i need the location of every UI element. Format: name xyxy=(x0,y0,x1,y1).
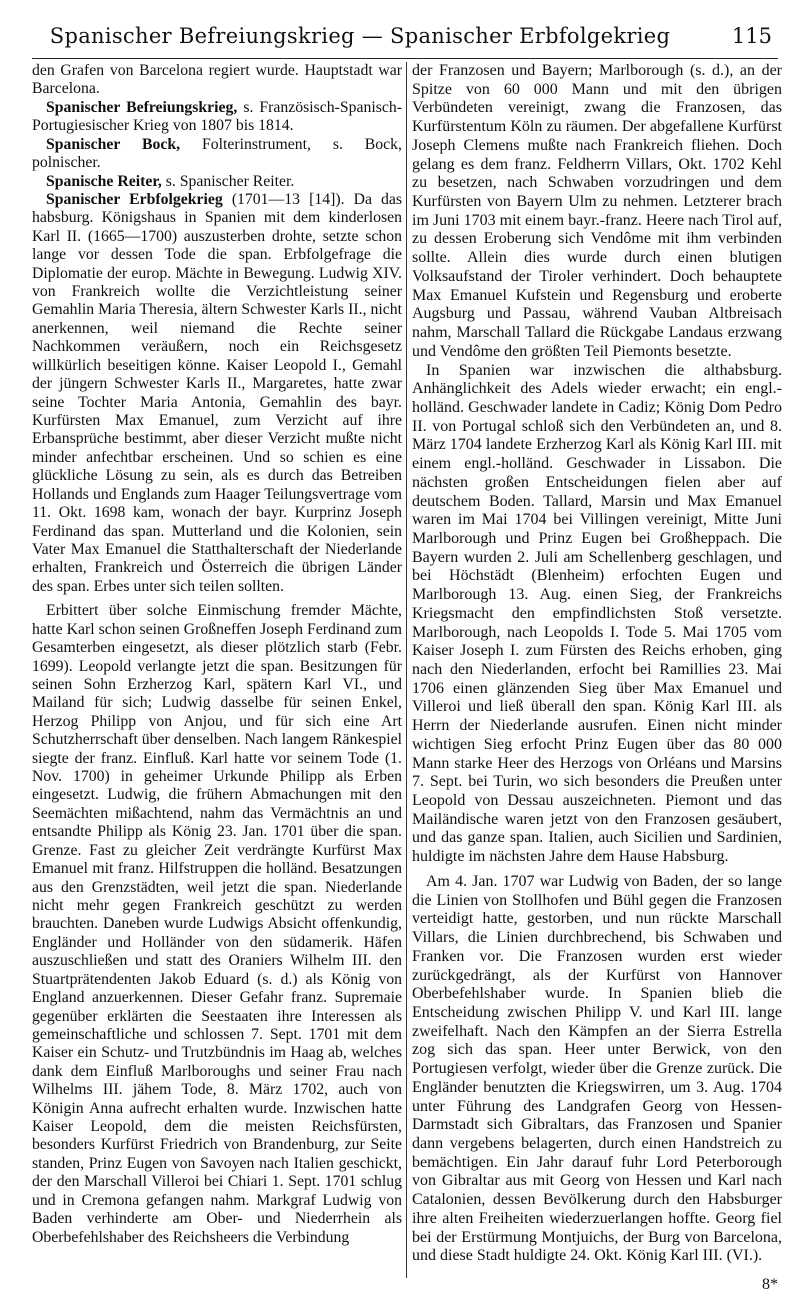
header-rule xyxy=(32,58,778,59)
paragraph: der Franzosen und Bayern; Marlborough (s. d.), an der Spitze von 60 000 Mann und mit den übrigen Verbündeten vereinigt, zwang die Franzosen, das Kurfürstentum Köln zu räumen. Der abgefallene Kurfürst Joseph Clemens mußte nach Frankreich fliehen. Doch gelang es dem franz. Feldherrn Villars, Okt. 1702 Kehl zu besetzen, nach Schwaben vorzudringen und dem Kurfürsten von Bayern Ulm zu nehmen. Letzterer brach im Juni 1703 mit einem bayr.-franz. Heere nach Tirol auf, zu dessen Eroberung sich Vendôme mit ihm verbinden sollte. Allein dies wurde durch einen blutigen Volksaufstand der Tiroler verhindert. Doch behauptete Max Emanuel Kufstein und Regensburg und eroberte Augsburg und Passau, während Vauban Altbreisach nahm, Marschall Tallard die Rückgabe Landaus erzwang und Vendôme den größten Teil Piemonts besetzte. xyxy=(412,62,782,360)
running-head: Spanischer Befreiungskrieg — Spanischer Erbfolgekrieg xyxy=(49,24,671,48)
left-column xyxy=(32,62,402,1278)
entry-text: s. Französisch-Spanisch-Portugiesischer Krieg von 1807 bis 1814. xyxy=(32,98,402,135)
entry-lemma: Spanischer Erbfolgekrieg xyxy=(46,190,223,208)
entry-text: s. Spanischer Reiter. xyxy=(161,172,295,190)
paragraph: den Grafen von Barcelona regiert wurde. Hauptstadt war Barcelona. xyxy=(32,62,402,98)
entry-bock xyxy=(32,136,402,173)
entry-erbfolgekrieg xyxy=(32,191,402,596)
entry-befreiungskrieg xyxy=(32,99,402,136)
entry-lemma: Spanischer Befreiungskrieg, xyxy=(46,98,238,116)
paragraph: Am 4. Jan. 1707 war Ludwig von Baden, der so lange die Linien von Stollhofen und Bühl gegen die Franzosen verteidigt hatte, gestorben, und nun rückte Marschall Villars, die Linien durchbrechend, bis Schwaben und Franken vor. Die Franzosen wurden erst wieder zurückgedrängt, als der Kurfürst von Hannover Oberbefehlshaber wurde. In Spanien blieb die Entscheidung zwischen Philipp V. und Karl III. lange zweifelhaft. Nach den Kämpfen an der Sierra Estrella zog sich das span. Heer unter Berwick, von den Portugiesen verfolgt, wieder über die Grenze zurück. Die Engländer benutzten die Kriegswirren, um 3. Aug. 1704 unter Führung des Landgrafen Georg von Hessen-Darmstadt sich Gibraltars, das Franzosen und Spanier dann vergebens belagerten, durch einen Handstreich zu bemächtigen. Ein Jahr darauf fuhr Lord Peterborough von Gibraltar aus mit Georg von Hessen und Karl nach Catalonien, dessen Bevölkerung durch den Habsburger ihre alten Freiheiten wiederzuerlangen hoffte. Georg fiel bei der Erstürmung Montjuichs, der Burg von Barcelona, und diese Stadt huldigte 24. Okt. König Karl III. (VI.). xyxy=(412,872,782,1265)
paragraph: In Spanien war inzwischen die althabsburg. Anhänglichkeit des Adels wieder erwacht; ein engl.-holländ. Geschwader landete in Cadiz; König Dom Pedro II. von Portugal schloß sich den Verbündeten an, und 8. März 1704 landete Erzherzog Karl als König Karl III. mit einem engl.-holländ. Geschwader in Lissabon. Die nächsten großen Entscheidungen fielen aber auf deutschem Boden. Tallard, Marsin und Max Emanuel waren im Mai 1704 bei Villingen vereinigt, Mitte Juni Marlborough und Prinz Eugen bei Großheppach. Die Bayern wurden 2. Juli am Schellenberg geschlagen, und bei Höchstädt (Blenheim) erfochten Eugen und Marlborough 13. Aug. einen Sieg, der Frankreichs Kriegsmacht den empfindlichsten Stoß versetzte. Marlborough, nach Leopolds I. Tode 5. Mai 1705 vom Kaiser Joseph I. zum Fürsten des Reichs erhoben, ging nach den Niederlanden, erfocht bei Ramillies 23. Mai 1706 einen glänzenden Sieg über Max Emanuel und Villeroi und ließ überall den span. König Karl III. als Herrn der Niederlande ausrufen. Einen nicht minder wichtigen Sieg erfocht Prinz Eugen über das 80 000 Mann starke Heer des Herzogs von Orléans und Marsins 7. Sept. bei Turin, wo sich besonders die Preußen unter Leopold von Dessau auszeichneten. Piemont und das Mailändische waren jetzt von den Franzosen gesäubert, und das ganze span. Italien, auch Sicilien und Sardinien, huldigte im nächsten Jahre dem Hause Habsburg. xyxy=(412,361,782,866)
entry-lemma: Spanischer Bock, xyxy=(46,135,181,153)
entry-reiter xyxy=(32,173,402,191)
entry-text: (1701—13 [14]). Da das habsburg. Königshaus in Spanien mit dem kinderlosen Karl II. (1665—1700) auszusterben drohte, setzte schon lange vor dessen Tode die span. Erbfolgefrage die Diplomatie der europ. Mächte in Bewegung. Ludwig XIV. von Frankreich wollte die Verzichtleistung seiner Gemahlin Maria Theresia, ältern Schwester Karls II., nicht anerkennen, weil niemand die Rechte seiner Nachkommen veräußern, noch ein Reichsgesetz willkürlich beseitigen könne. Kaiser Leopold I., Gemahl der jüngern Schwester Karls II., Margaretes, hatte zwar seine Tochter Maria Antonia, Gemahlin des bayr. Kurfürsten Max Emanuel, zum Verzicht auf ihre Erbansprüche bestimmt, aber dieser Verzicht mußte nicht minder anfechtbar erscheinen. Und so schien es eine glückliche Lösung zu sein, als es durch das Betreiben Hollands und Englands zum Haager Teilungsvertrage vom 11. Okt. 1698 kam, wonach der bayr. Kurprinz Joseph Ferdinand das span. Mutterland und die Kolonien, sein Vater Max Emanuel die Statthalterschaft der Niederlande erhalten, Frankreich und Österreich die übrigen Länder des span. Erbes unter sich teilen sollten. xyxy=(32,190,402,595)
entry-text: Folterinstrument, s. Bock, polnischer. xyxy=(32,135,402,172)
entry-lemma: Spanische Reiter, xyxy=(46,172,162,190)
right-column xyxy=(412,62,782,1278)
printer-signature: 8* xyxy=(762,1276,778,1293)
text-columns xyxy=(32,62,782,1278)
paragraph: Erbittert über solche Einmischung fremder Mächte, hatte Karl schon seinen Großneffen Joseph Ferdinand zum Gesamterben eingesetzt, als dieser plötzlich starb (Febr. 1699). Leopold verlangte jetzt die span. Besitzungen für seinen Sohn Erzherzog Karl, spätern Karl VI., und Mailand für sich; Ludwig dasselbe für seinen Enkel, Herzog Philipp von Anjou, und für sich eine Art Schutzherrschaft über denselben. Nach langem Ränkespiel siegte der franz. Einfluß. Karl hatte vor seinem Tode (1. Nov. 1700) in geheimer Urkunde Philipp als Erben eingesetzt. Ludwig, die frühern Abmachungen mit den Seemächten mißachtend, nahm das Vermächtnis an und entsandte Philipp als König 23. Jan. 1701 über die span. Grenze. Fast zu gleicher Zeit verdrängte Kurfürst Max Emanuel mit franz. Hilfstruppen die holländ. Besatzungen aus den Grenzstädten, weil jetzt die span. Niederlande nicht mehr gegen Frankreich geschützt zu werden brauchten. Daneben wurde Ludwigs Absicht offenkundig, Engländer und Holländer von den südamerik. Häfen auszuschließen und statt des Oraniers Wilhelm III. den Stuartprätendenten Jakob Eduard (s. d.) als König von England anzuerkennen. Dieser Gefahr franz. Supremaie gegenüber erklärten die Seestaaten ihre Interessen als gemeinschaftliche und schlossen 7. Sept. 1701 mit dem Kaiser ein Schutz- und Trutzbündnis im Haag ab, welches dank dem Einfluß Marlboroughs und seiner Frau nach Wilhelms III. jähem Tode, 8. März 1702, auch von Königin Anna aufrecht erhalten wurde. Inzwischen hatte Kaiser Leopold, dem die meisten Reichsfürsten, besonders Kurfürst Friedrich von Brandenburg, zur Seite standen, Prinz Eugen von Savoyen nach Italien geschickt, der den Marschall Villeroi bei Chiari 1. Sept. 1701 schlug und in Cremona gefangen nahm. Markgraf Ludwig von Baden verhinderte am Ober- und Niederrhein als Oberbefehlshaber des Reichsheers die Verbindung xyxy=(32,602,402,1246)
page-header xyxy=(24,24,776,60)
column-divider xyxy=(406,62,407,1278)
page-number: 115 xyxy=(731,24,772,48)
